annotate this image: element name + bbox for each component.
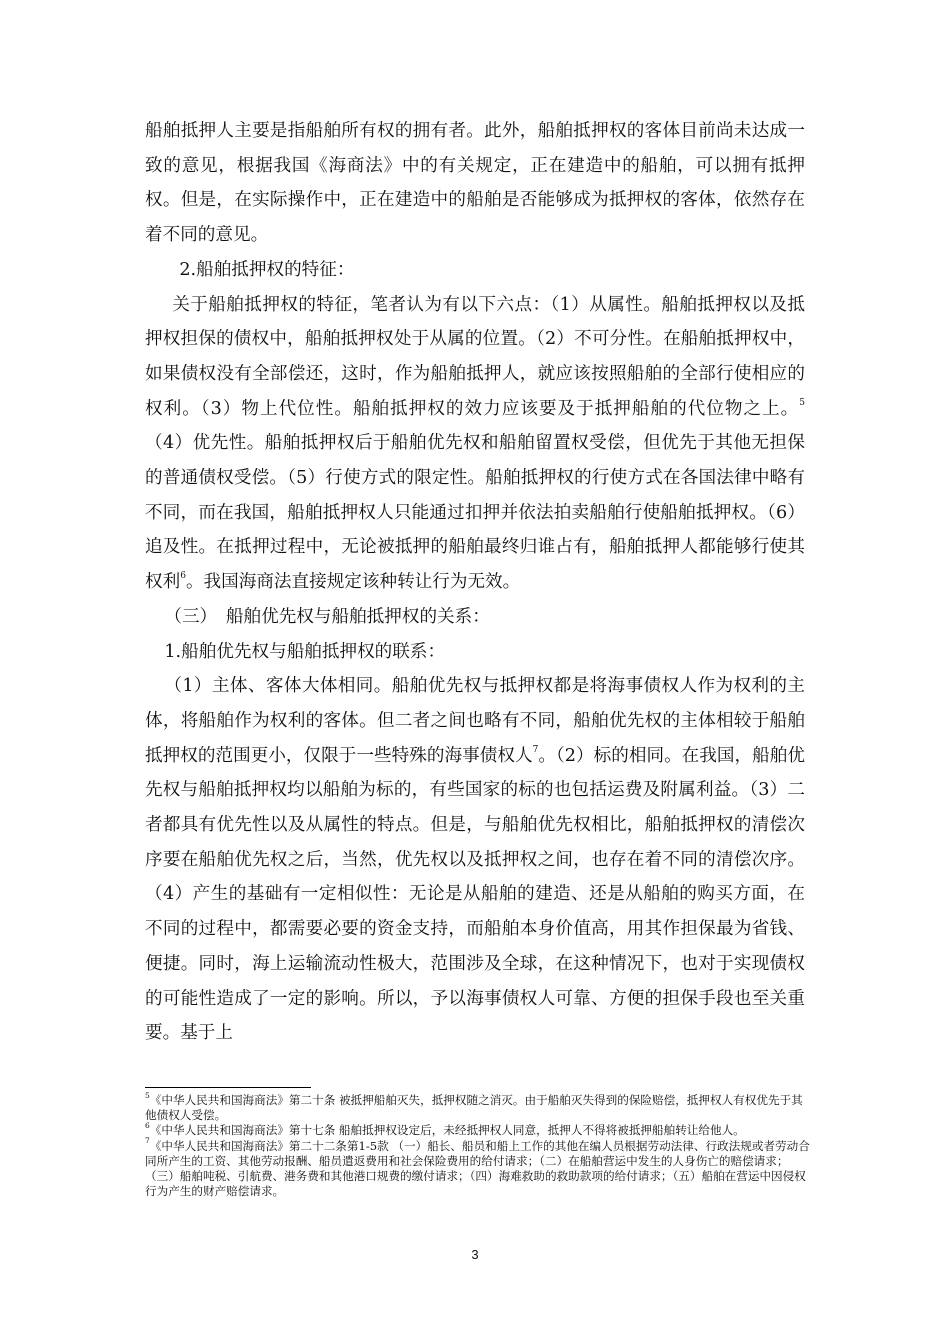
footnote-mark-7: 7 [145, 1136, 150, 1146]
footnote-7 [145, 1136, 810, 1200]
footnote-text-6: 《中华人民共和国海商法》第十七条 船舶抵押权设定后，未经抵押权人同意，抵押人不得将被抵押船舶转让给他人。 [149, 1123, 745, 1138]
footnote-text-5: 《中华人民共和国海商法》第二十条 被抵押船舶灭失，抵押权随之消灭。由于船舶灭失得到的保险赔偿，抵押权人有权优先于其他债权人受偿。 [145, 1093, 803, 1123]
paragraph-features-part3: 。我国海商法直接规定该种转让行为无效。 [185, 572, 521, 593]
footnote-ref-7[interactable]: 7 [532, 745, 539, 755]
paragraph-mortgagor: 船舶抵押人主要是指船舶所有权的拥有者。此外，船舶抵押权的客体目前尚未达成一致的意见，根据我国《海商法》中的有关规定，正在建造中的船舶，可以拥有抵押权。但是，在实际操作中，正在建造中的船舶是否能够成为抵押权的客体，依然存在着不同的意见。 [145, 121, 805, 246]
paragraph-features-part1: 关于船舶抵押权的特征，笔者认为有以下六点：（1）从属性。船舶抵押权以及抵押权担保的债权中，船舶抵押权处于从属的位置。（2）不可分性。在船舶抵押权中，如果债权没有全部偿还，这时，作为船舶抵押人，就应该按照船舶的全部行使相应的权利。（3）物上代位性。船舶抵押权的效力应该要及于抵押船舶的代位物之上。 [145, 294, 805, 419]
paragraph-relation-part2: 。（2）标的相同。在我国，船舶优先权与船舶抵押权均以船舶为标的，有些国家的标的也包括运费及附属利益。（3）二者都具有优先性以及从属性的特点。但是，与船舶优先权相比，船舶抵押权的清偿次序要在船舶优先权之后，当然，优先权以及抵押权之间，也存在着不同的清偿次序。（4）产生的基础有一定相似性：无论是从船舶的建造、还是从船舶的购买方面，在不同的过程中，都需要必要的资金支持，而船舶本身价值高，用其作担保最为省钱、便捷。同时，海上运输流动性极大，范围涉及全球，在这种情况下，也对于实现债权的可能性造成了一定的影响。所以，予以海事债权人可靠、方便的担保手段也至关重要。基于上 [145, 745, 805, 1044]
footnote-ref-5[interactable]: 5 [799, 397, 805, 408]
footnote-mark-6: 6 [145, 1121, 150, 1131]
paragraph-features-part2: （4）优先性。船舶抵押权后于船舶优先权和船舶留置权受偿，但优先于其他无担保的普通债权受偿。（5）行使方式的限定性。船舶抵押权的行使方式在各国法律中略有不同，而在我国，船舶抵押权人只能通过扣押并依法拍卖船舶行使船舶抵押权。（6）追及性。在抵押过程中，无论被抵押的船舶最终归谁占有，船舶抵押人都能够行使其权利 [145, 433, 805, 593]
heading-mortgage-features: 2.船舶抵押权的特征： [179, 259, 355, 280]
heading-relation: 1.船舶优先权与船舶抵押权的联系： [164, 641, 446, 662]
paragraph-relation-part1: （1）主体、客体大体相同。船舶优先权与抵押权都是将海事债权人作为权利的主体，将船舶作为权利的客体。但二者之间也略有不同，船舶优先权的主体相较于船舶抵押权的范围更小，仅限于一些特殊的海事债权人 [145, 676, 805, 766]
footnote-ref-6[interactable]: 6 [180, 571, 186, 582]
footnote-mark-5: 5 [145, 1090, 150, 1100]
heading-section-three: （三） 船舶优先权与船舶抵押权的关系： [164, 606, 490, 627]
body-text [145, 114, 805, 1051]
page-number: 3 [471, 1247, 479, 1262]
footnote-5 [145, 1090, 810, 1123]
footnote-6 [145, 1123, 810, 1138]
footnote-text-7: 《中华人民共和国海商法》第二十二条第1-5款 （一）船长、船员和船上工作的其他在编人员根据劳动法律、行政法规或者劳动合同所产生的工资、其他劳动报酬、船员遣返费用和社会保险费用的给付请求；（二）在船舶营运中发生的人身伤亡的赔偿请求；（三）船舶吨税、引航费、港务费和其他港口规费的缴付请求；（四）海难救助的救助款项的给付请求；（五）船舶在营运中因侵权行为产生的财产赔偿请求。 [145, 1138, 810, 1199]
paragraph-features [145, 288, 805, 600]
footnote-separator [145, 1087, 311, 1088]
footnotes [145, 1090, 810, 1199]
paragraph-relation [145, 669, 805, 1051]
